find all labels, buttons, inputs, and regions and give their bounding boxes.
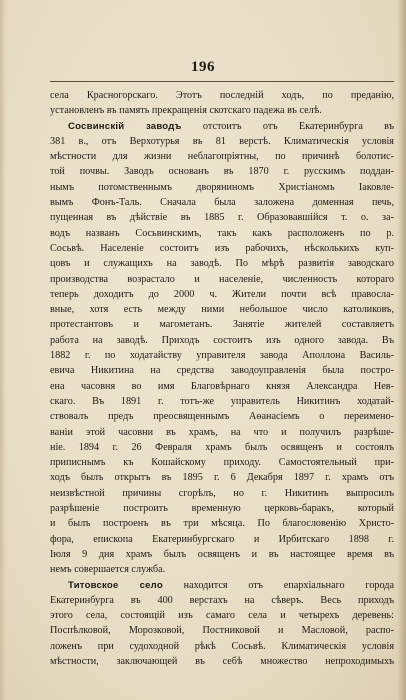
- line-text: мѣстности, заключающей въ себѣ множество непроходимыхъ: [50, 655, 394, 667]
- line-text: неизвѣстной причины сгорѣлъ, но г. Никитинъ выпросилъ: [50, 487, 394, 499]
- line-text: скаго. Въ 1891 г. тотъ-же управитель Никитинъ ходатай-: [50, 395, 394, 407]
- text-line: [50, 562, 394, 577]
- text-line: [50, 164, 394, 179]
- body-text: [50, 88, 394, 669]
- page-edge-right: [397, 0, 406, 700]
- section-heading: Сосвинскій заводъ: [68, 120, 182, 132]
- page-edge-left: [0, 0, 6, 700]
- line-text: находится отъ епархіальнаго города: [162, 579, 394, 591]
- text-line: [50, 180, 394, 195]
- text-line: [50, 455, 394, 470]
- line-text: немъ совершается служба.: [50, 564, 166, 576]
- text-line: [50, 134, 394, 149]
- line-text: теперь доходитъ до 2000 ч. Жители почти всѣ правосла-: [50, 288, 394, 300]
- line-text: цовъ и служащихъ на заводѣ. По мѣрѣ развитія заводскаго: [50, 258, 394, 270]
- line-text: мѣстности для жизни неблагопріятны, по причинѣ болотис-: [50, 151, 394, 163]
- line-text: той почвы. Заводъ основанъ въ 1870 г. русскимъ поддан-: [50, 166, 394, 178]
- text-line: [50, 440, 394, 455]
- text-line: [50, 210, 394, 225]
- line-text: этого села, состоящій изъ самаго села и четырехъ деревень:: [50, 610, 394, 622]
- text-line: [50, 470, 394, 485]
- text-line: [50, 379, 394, 394]
- text-line: [50, 88, 394, 103]
- text-line: [50, 608, 394, 623]
- line-text: 1882 г. по ходатайству управителя завода Аполлона Василь-: [50, 350, 394, 362]
- line-text: ствовалъ предъ преосвященнымъ Аѳанасіемъ о переимено-: [50, 411, 394, 423]
- text-line: [50, 119, 394, 134]
- line-text: Екатеринбурга въ 400 верстахъ на сѣверъ. Весь приходъ: [50, 594, 394, 606]
- text-line: [50, 226, 394, 241]
- text-line: [50, 241, 394, 256]
- line-text: ваніи этой часовни въ храмъ, на что и получилъ разрѣше-: [50, 426, 394, 438]
- section-heading: Титовское село: [68, 579, 163, 591]
- text-line: [50, 425, 394, 440]
- line-text: села Красногорскаго. Этотъ последній ходъ, по преданію,: [50, 90, 394, 101]
- line-text: фора, епископа Екатеринбургскаго и Ирбитскаго 1898 г.: [50, 533, 394, 545]
- line-text: Сосьвѣ. Населеніе состоитъ изъ рабочихъ, нѣсколькихъ куп-: [50, 242, 394, 254]
- line-text: Іюля 9 дня храмъ былъ освященъ и въ настоящее время въ: [50, 548, 394, 560]
- line-text: пущенная въ дѣйствіе въ 1885 г. Образовавшійся т. о. за-: [50, 212, 394, 224]
- header-rule: [50, 81, 394, 82]
- text-line: [50, 348, 394, 363]
- text-line: [50, 639, 394, 654]
- text-line: [50, 486, 394, 501]
- line-text: ена часовня во имя Благовѣрнаго князя Александра Нев-: [50, 380, 394, 392]
- line-text: водъ названъ Сосьвинскимъ, такъ какъ расположенъ по р.: [50, 227, 394, 239]
- text-line: [50, 623, 394, 638]
- line-text: нымъ потомственнымъ дворяниномъ Христіаномъ Іаковле-: [50, 181, 394, 193]
- text-line: [50, 516, 394, 531]
- line-text: приписнымъ къ Кошайскому приходу. Самостоятельный при-: [50, 457, 394, 469]
- text-line: [50, 654, 394, 669]
- line-text: разрѣшеніе построить временную церковь-баракъ, который: [50, 503, 394, 515]
- line-text: вные, хотя есть между ними небольшое число католиковъ,: [50, 304, 394, 316]
- line-text: евича Никитина на средства заводоуправленія была постро-: [50, 365, 394, 377]
- line-text: вымъ Фонъ-Таль. Сначала была заложена доменная печь,: [50, 197, 394, 209]
- line-text: ходъ былъ открытъ въ 1895 г. 6 Декабря 1897 г. храмъ отъ: [50, 472, 394, 484]
- text-line: [50, 317, 394, 332]
- line-text: и былъ построенъ въ три мѣсяца. По благословенію Христо-: [50, 518, 394, 530]
- line-text: работа на заводѣ. Приходъ состоитъ изъ одного завода. Въ: [50, 334, 394, 346]
- text-line: [50, 256, 394, 271]
- page-number: 196: [191, 59, 215, 75]
- line-text: Поспѣлковой, Морозковой, Постниковой и Масловой, распо-: [50, 625, 394, 637]
- text-line: [50, 272, 394, 287]
- line-text: ложенъ при судоходной рѣкѣ Сосьвѣ. Климатическія условія: [50, 640, 394, 652]
- text-line: [50, 363, 394, 378]
- text-line: [50, 302, 394, 317]
- text-line: [50, 578, 394, 593]
- line-text: протестантовъ и магометанъ. Занятіе жителей составляетъ: [50, 319, 394, 331]
- text-line: [50, 409, 394, 424]
- text-line: [50, 149, 394, 164]
- line-text: установленъ въ память прекращенія скотскаго падежа въ селѣ.: [50, 105, 322, 117]
- text-line: [50, 394, 394, 409]
- text-line: [50, 532, 394, 547]
- line-text: 381 в., отъ Верхотурья въ 81 верстѣ. Климатическія условія: [50, 135, 394, 147]
- line-text: ніе. 1894 г. 26 Февраля храмъ былъ освященъ и состоялъ: [50, 441, 394, 453]
- text-line: [50, 287, 394, 302]
- text-line: [50, 547, 394, 562]
- line-text: отстоитъ отъ Екатеринбурга въ: [181, 120, 394, 132]
- line-text: производства возрастало и населеніе, численность котораго: [50, 273, 394, 285]
- text-line: [50, 333, 394, 348]
- text-line: [50, 195, 394, 210]
- text-line: [50, 501, 394, 516]
- text-line: [50, 593, 394, 608]
- text-line: [50, 103, 394, 118]
